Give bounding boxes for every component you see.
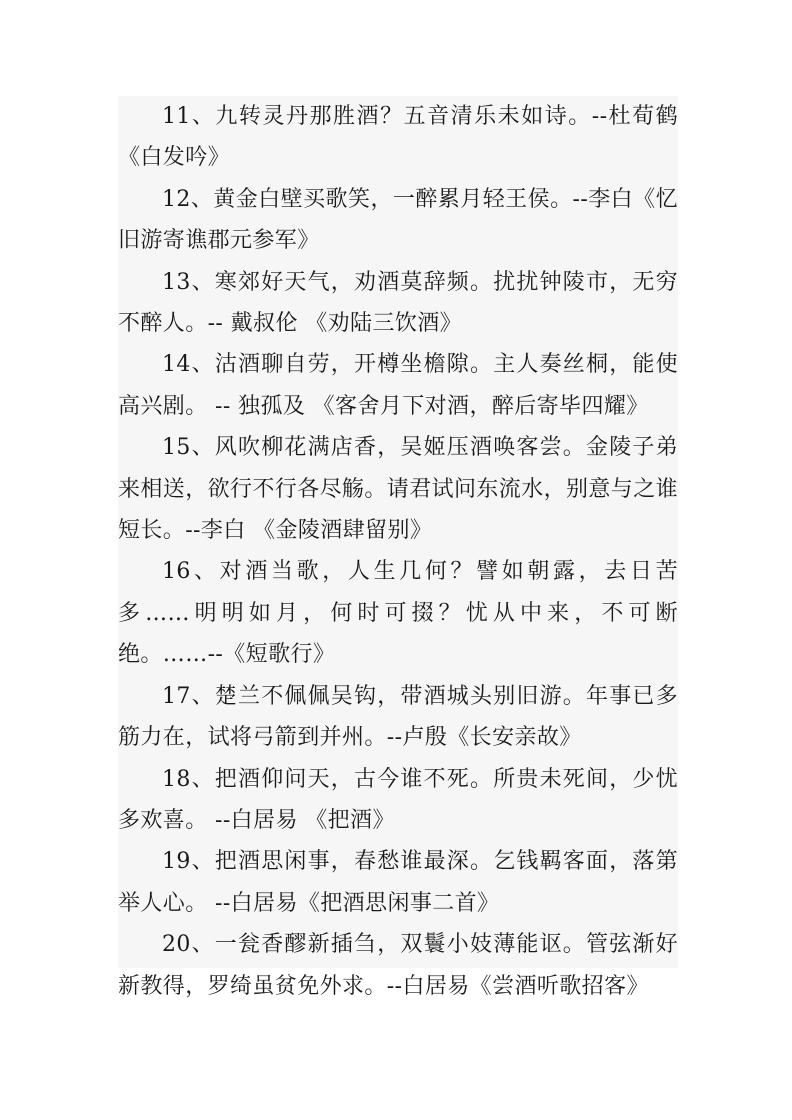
quote-paragraph-11: 11、九转灵丹那胜酒？五音清乐未如诗。--杜荀鹤《白发吟》 [118,104,678,171]
quote-paragraph-20: 20、一瓮香醪新插刍，双鬟小妓薄能讴。管弦渐好新教得，罗绮虽贫免外求。--白居易《尝酒听歌招客》 [118,932,678,999]
quote-paragraph-12: 12、黄金白壁买歌笑，一醉累月轻王侯。--李白《忆旧游寄谯郡元参军》 [118,186,678,254]
quote-paragraph-15: 15、风吹柳花满店香，吴姬压酒唤客尝。金陵子弟来相送，欲行不行各尽觞。请君试问东流水，别意与之谁短长。--李白 《金陵酒肆留别》 [118,435,679,544]
quote-paragraph-18: 18、把酒仰问天，古今谁不死。所贵未死间，少忧多欢喜。 --白居易 《把酒》 [118,766,678,833]
quote-paragraph-17: 17、楚兰不佩佩吴钩，带酒城头别旧游。年事已多筋力在，试将弓箭到并州。--卢殷《长安亲故》 [118,683,678,751]
quote-paragraph-19: 19、把酒思闲事，春愁谁最深。乞钱羁客面，落第举人心。 --白居易《把酒思闲事二首》 [118,849,678,916]
poem-quote-list [118,96,679,999]
quote-paragraph-14: 14、沽酒聊自劳，开樽坐檐隙。主人奏丝桐，能使高兴剧。 -- 独孤及 《客舍月下对酒，醉后寄毕四耀》 [118,352,678,419]
quote-paragraph-13: 13、寒郊好天气，劝酒莫辞频。扰扰钟陵市，无穷不醉人。-- 戴叔伦 《劝陆三饮酒》 [118,269,678,337]
quote-paragraph-16: 16、对酒当歌，人生几何？譬如朝露，去日苦多……明明如月，何时可掇？忧从中来，不可断绝。……--《短歌行》 [118,559,678,668]
